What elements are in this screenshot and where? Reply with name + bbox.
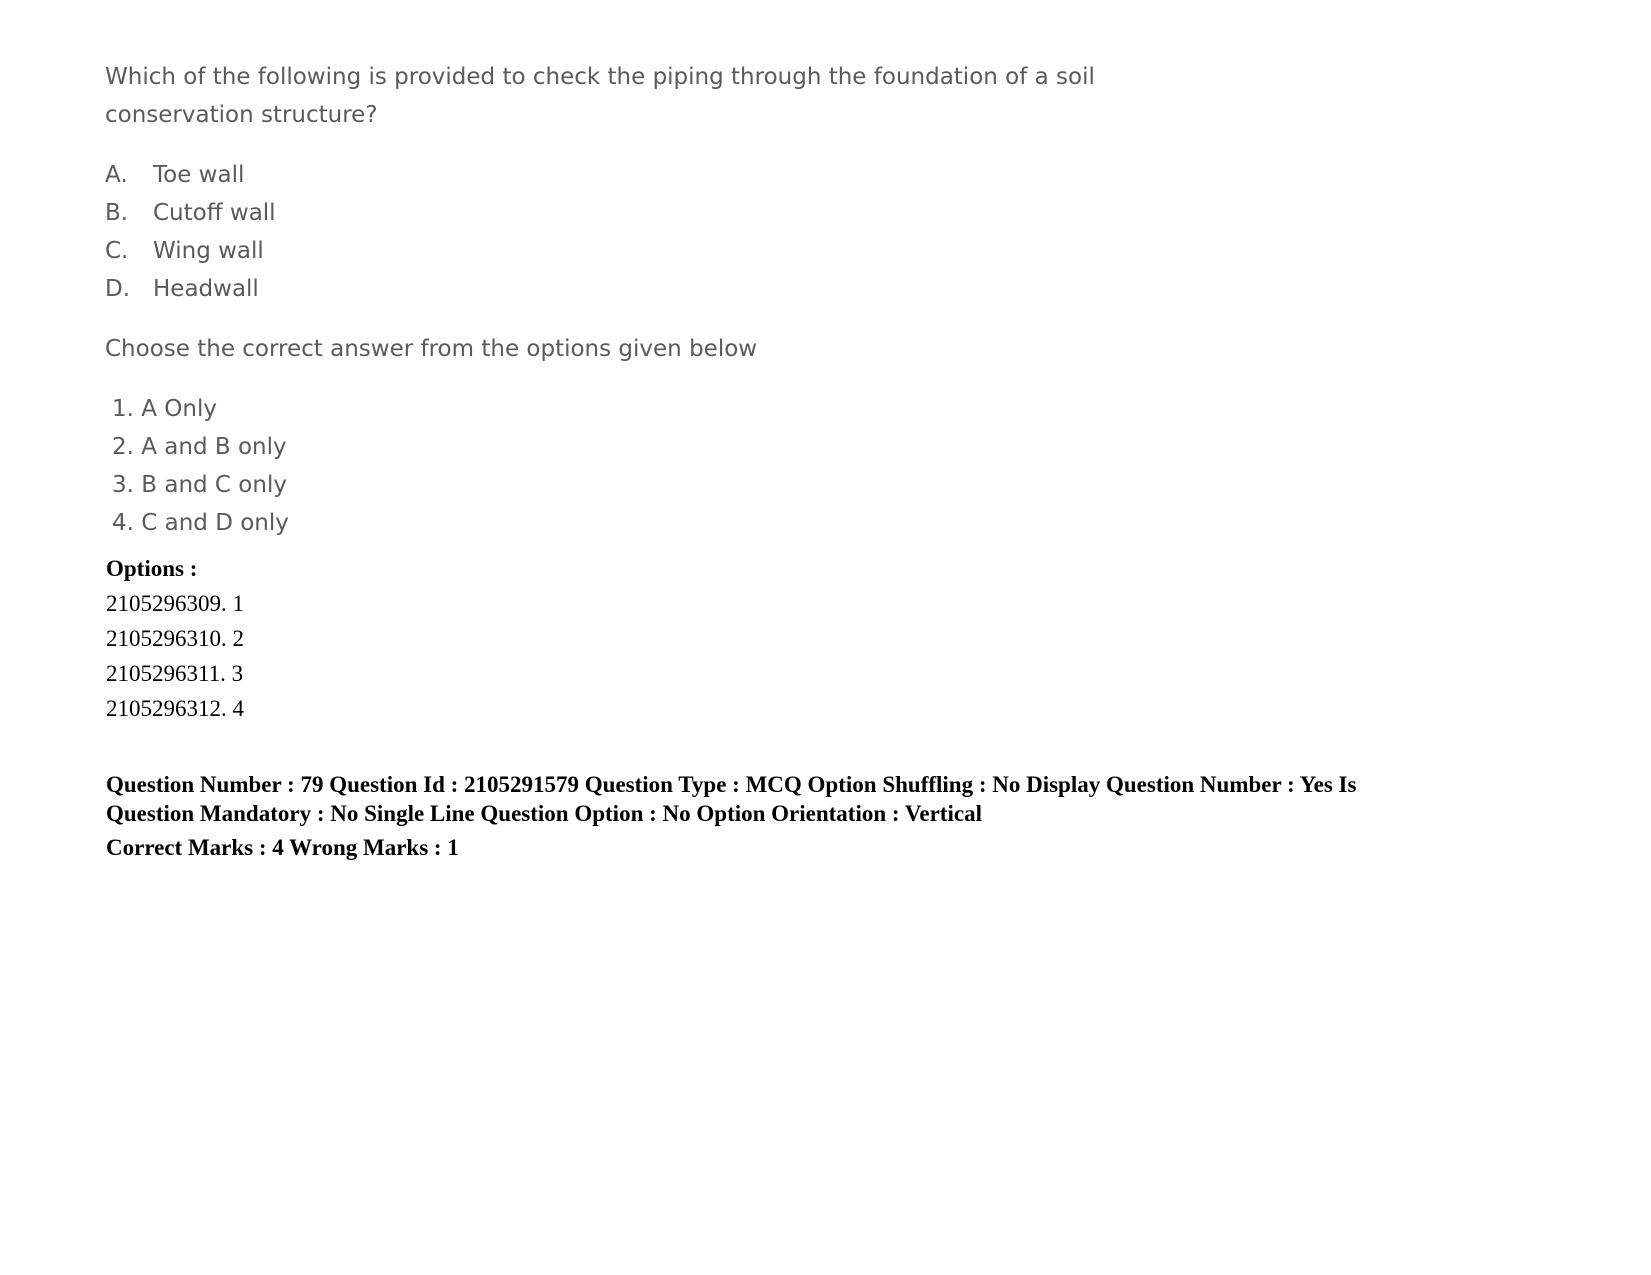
- option-id-line: 2105296310. 2: [106, 626, 244, 651]
- option-letter: A.: [105, 162, 128, 188]
- option-id-line: 2105296312. 4: [106, 696, 244, 721]
- question-info-line-2: Question Mandatory : No Single Line Question Option : No Option Orientation : Vertical: [106, 801, 982, 826]
- choice-item: 2. A and B only: [112, 434, 287, 460]
- question-image: [105, 58, 1125, 542]
- answer-instruction: Choose the correct answer from the options given below: [105, 336, 758, 362]
- choice-item: 4. C and D only: [112, 510, 289, 536]
- question-info-line-1: Question Number : 79 Question Id : 2105291579 Question Type : MCQ Option Shuffling : No Display Question Number : Yes Is: [106, 772, 1357, 797]
- choice-item: 3. B and C only: [112, 472, 287, 498]
- choice-list: [105, 390, 1125, 542]
- options-section: [106, 552, 706, 726]
- option-id-line: 2105296311. 3: [106, 661, 244, 686]
- question-info: [106, 770, 1506, 865]
- option-text: Cutoff wall: [153, 200, 276, 226]
- answer-option: [105, 156, 1125, 194]
- marks-info: Correct Marks : 4 Wrong Marks : 1: [106, 835, 459, 860]
- option-text: Headwall: [153, 276, 259, 302]
- options-heading: Options :: [106, 556, 198, 581]
- option-letter: B.: [105, 200, 129, 226]
- option-id-line: 2105296309. 1: [106, 591, 244, 616]
- option-letter: C.: [105, 238, 129, 264]
- answer-option: [105, 194, 1125, 232]
- option-letter: D.: [105, 276, 131, 302]
- answer-option: [105, 270, 1125, 308]
- option-text: Toe wall: [153, 162, 245, 188]
- option-text: Wing wall: [153, 238, 264, 264]
- question-stem: Which of the following is provided to check the piping through the foundation of a soil conservation structure?: [105, 64, 1095, 128]
- choice-item: 1. A Only: [112, 396, 217, 422]
- answer-option: [105, 232, 1125, 270]
- answer-options-list: [105, 156, 1125, 308]
